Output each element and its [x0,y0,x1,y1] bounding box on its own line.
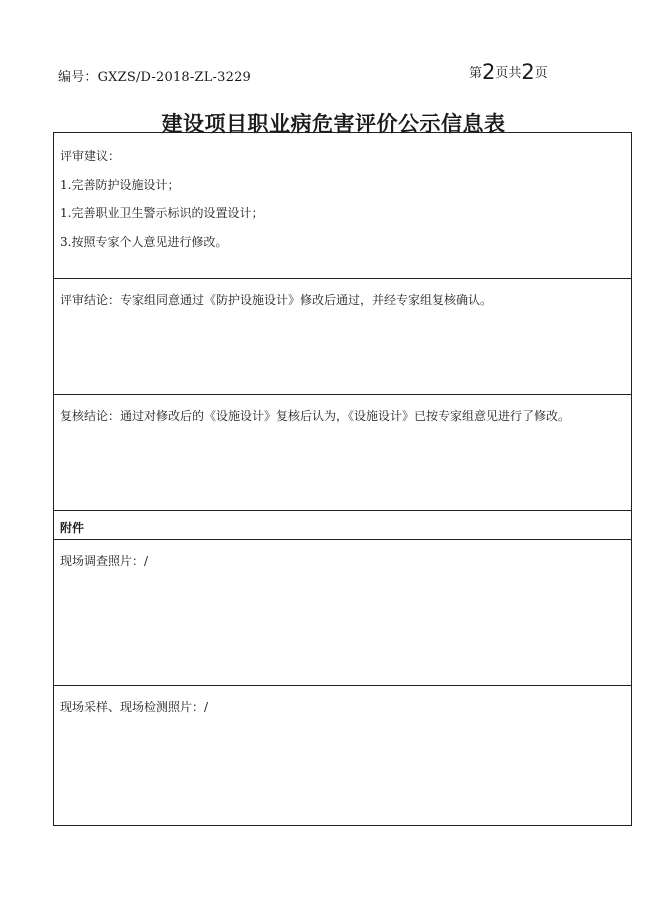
review-suggestions-cell [54,133,631,279]
review-suggestion-item: 1.完善防护设施设计； [60,178,180,192]
attachment-header-cell [54,511,631,540]
site-survey-photos-label: 现场调查照片：/ [60,554,149,568]
review-conclusion-text: 评审结论：专家组同意通过《防护设施设计》修改后通过，并经专家组复核确认。 [60,293,493,307]
site-survey-photos-cell [54,540,631,686]
review-suggestion-item: 1.完善职业卫生警示标识的设置设计； [60,206,264,220]
page-middle: 页共 [495,66,522,81]
page-current: 2 [482,60,496,84]
page-total: 2 [521,60,535,84]
page-prefix: 第 [469,66,483,81]
attachment-label: 附件 [60,521,85,535]
page-suffix: 页 [534,66,548,81]
recheck-conclusion-text: 复核结论：通过对修改后的《设施设计》复核后认为，《设施设计》已按专家组意见进行了修改。 [60,409,571,423]
page-title: 建设项目职业病危害评价公示信息表 [161,112,506,136]
review-suggestion-item: 3.按照专家个人意见进行修改。 [60,235,228,249]
review-suggestions-label: 评审建议： [60,149,121,163]
site-sampling-photos-label: 现场采样、现场检测照片：/ [60,700,209,714]
review-conclusion-cell [54,279,631,395]
site-sampling-photos-cell [54,686,631,825]
info-form-table [53,132,632,826]
document-number: 编号：GXZS/D-2018-ZL-3229 [58,70,252,85]
recheck-conclusion-cell [54,395,631,511]
page-indicator [469,60,548,84]
